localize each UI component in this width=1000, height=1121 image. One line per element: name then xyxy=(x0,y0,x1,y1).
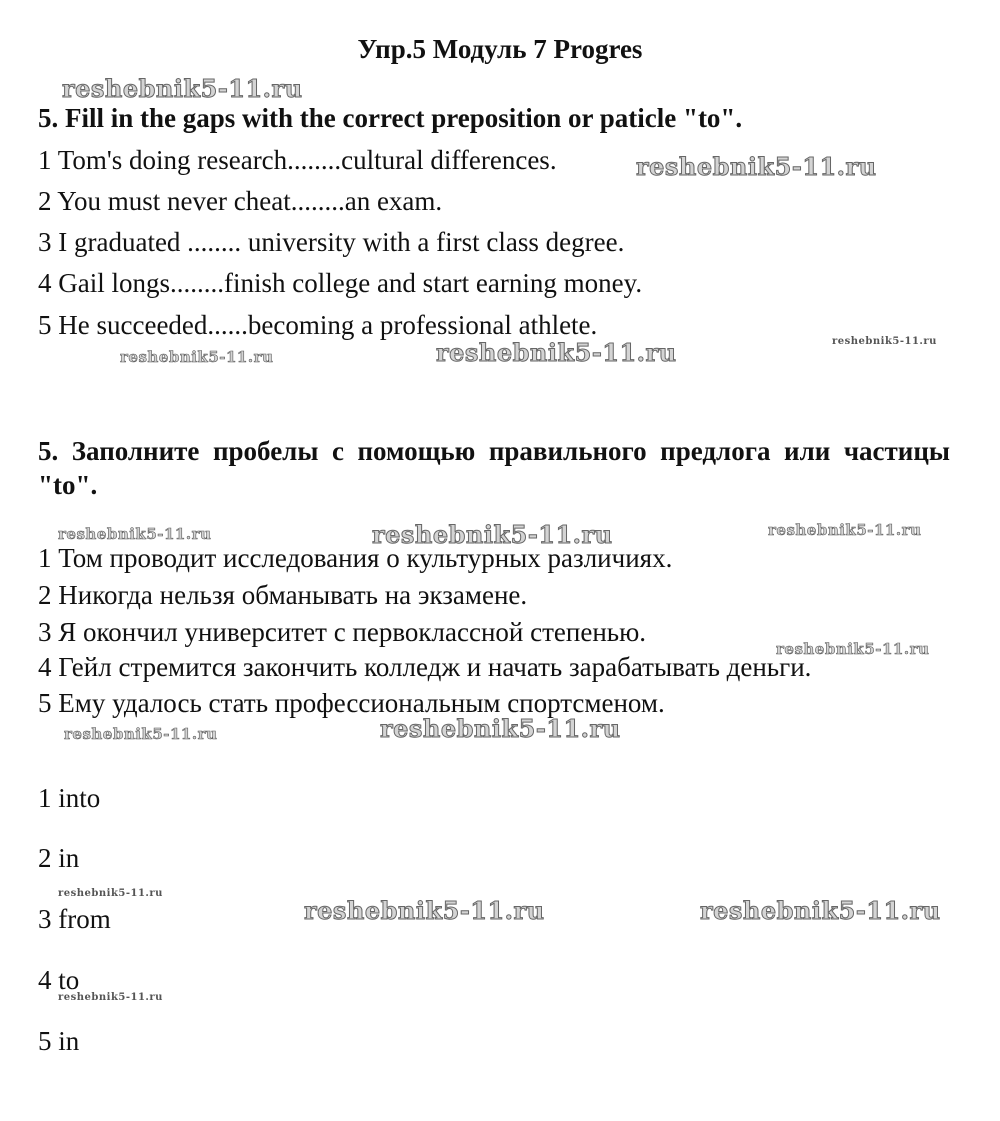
watermark: reshebnik5-11.ru xyxy=(304,896,545,925)
watermark: reshebnik5-11.ru xyxy=(700,896,941,925)
watermark: reshebnik5-11.ru xyxy=(832,336,937,347)
answer-3: 3 from xyxy=(38,904,111,934)
watermark: reshebnik5-11.ru xyxy=(62,74,303,103)
watermark: reshebnik5-11.ru xyxy=(120,348,274,366)
russian-line-2: 2 Никогда нельзя обманывать на экзамене. xyxy=(38,580,528,610)
watermark: reshebnik5-11.ru xyxy=(380,714,621,743)
answer-4: 4 to xyxy=(38,965,80,995)
russian-line-5: 5 Ему удалось стать профессиональным спортсменом. xyxy=(38,688,665,718)
watermark: reshebnik5-11.ru xyxy=(436,338,677,367)
watermark: reshebnik5-11.ru xyxy=(58,888,163,899)
russian-task-heading: 5. Заполните пробелы с помощью правильного предлога или частицы "to". xyxy=(38,436,950,500)
answer-2: 2 in xyxy=(38,843,80,873)
russian-line-1: 1 Том проводит исследования о культурных различиях. xyxy=(38,543,673,573)
russian-line-4: 4 Гейл стремится закончить колледж и начать зарабатывать деньги. xyxy=(38,652,812,682)
russian-line-3: 3 Я окончил университет с первоклассной степенью. xyxy=(38,617,647,647)
answer-1: 1 into xyxy=(38,783,101,813)
english-line-1: 1 Tom's doing research........cultural differences. xyxy=(38,145,557,175)
watermark: reshebnik5-11.ru xyxy=(768,521,922,539)
watermark: reshebnik5-11.ru xyxy=(636,152,877,181)
answer-5: 5 in xyxy=(38,1026,80,1056)
watermark: reshebnik5-11.ru xyxy=(372,520,613,549)
english-line-3: 3 I graduated ........ university with a first class degree. xyxy=(38,227,625,257)
watermark: reshebnik5-11.ru xyxy=(64,725,218,743)
english-task-heading: 5. Fill in the gaps with the correct preposition or paticle "to". xyxy=(38,103,743,133)
watermark: reshebnik5-11.ru xyxy=(58,525,212,543)
watermark: reshebnik5-11.ru xyxy=(58,992,163,1003)
watermark: reshebnik5-11.ru xyxy=(776,640,930,658)
english-line-4: 4 Gail longs........finish college and start earning money. xyxy=(38,268,643,298)
english-line-5: 5 He succeeded......becoming a professional athlete. xyxy=(38,310,598,340)
page-title: Упр.5 Модуль 7 Progres xyxy=(357,34,643,64)
english-line-2: 2 You must never cheat........an exam. xyxy=(38,186,443,216)
